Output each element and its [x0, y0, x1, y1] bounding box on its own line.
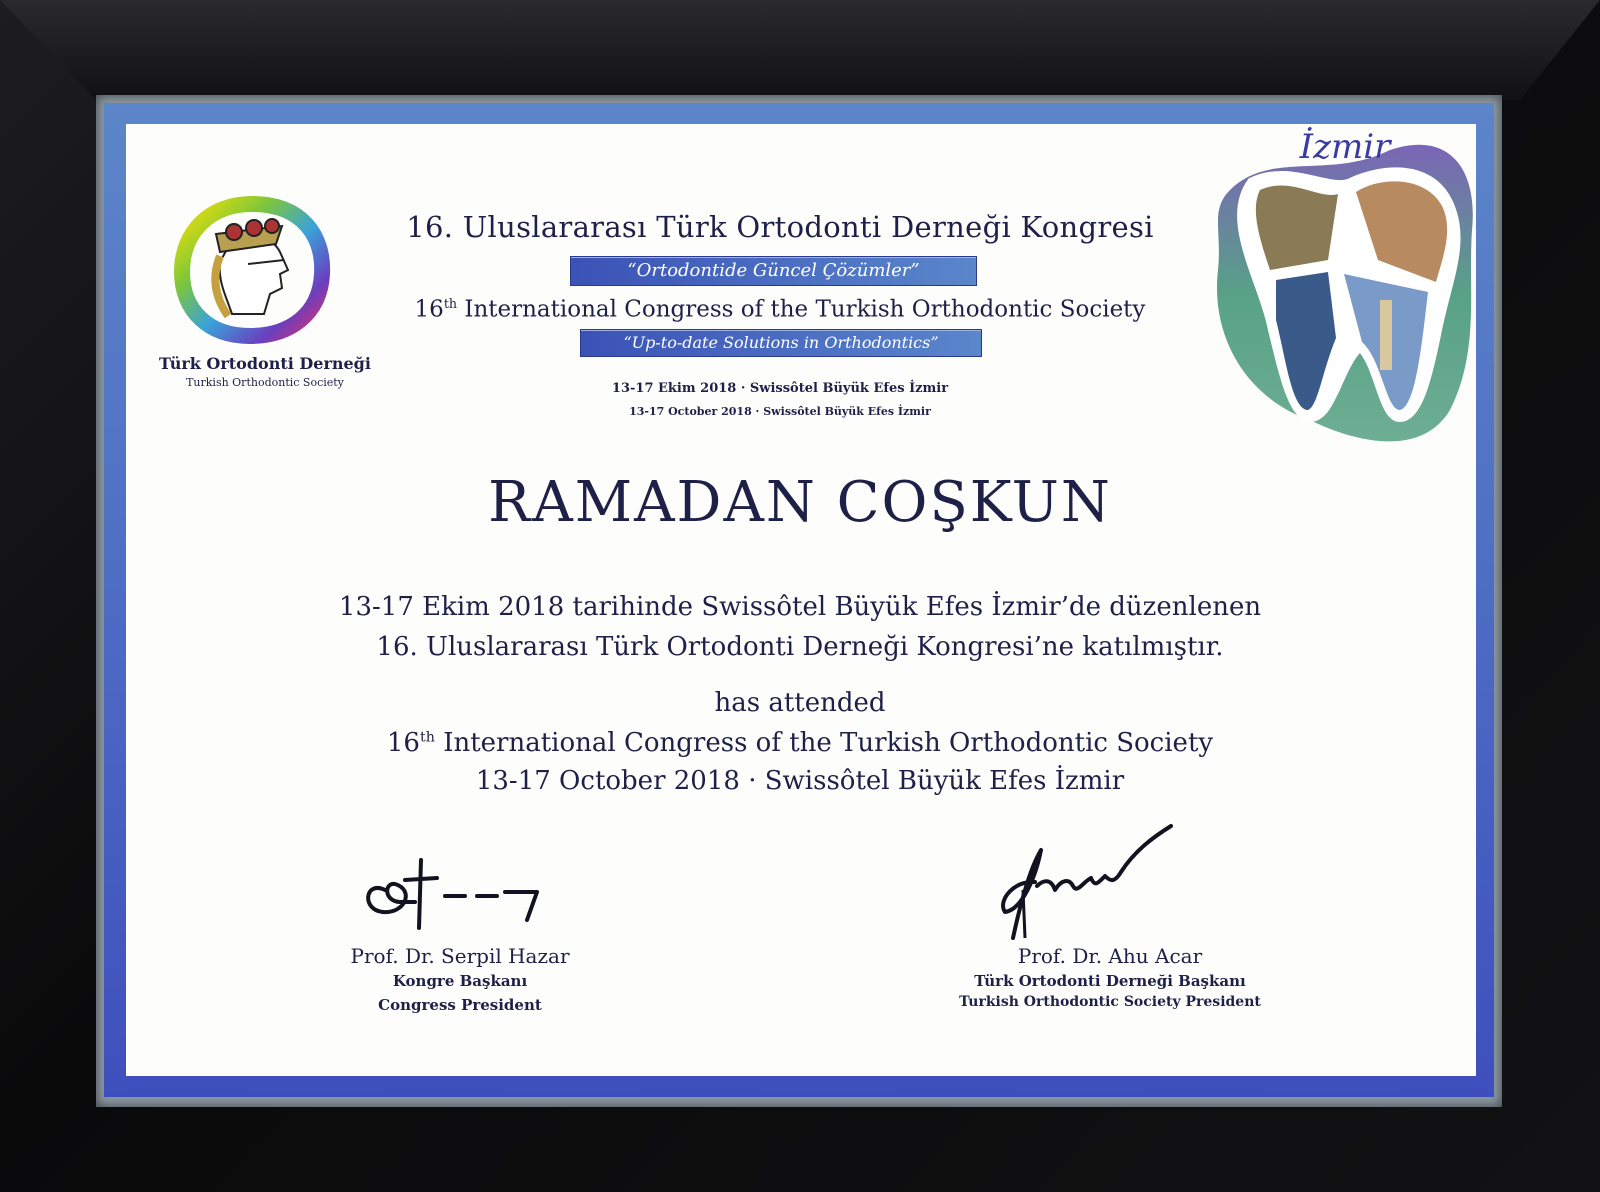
congress-title-tr: 16. Uluslararası Türk Ortodonti Derneği Kongresi: [406, 210, 1154, 244]
izmir-tooth-collage-icon: [1210, 110, 1480, 460]
izmir-logo-text: İzmir: [1299, 127, 1391, 167]
attendance-line-tr-2: 16. Uluslararası Türk Ortodonti Derneği Kongresi’ne katılmıştır.: [376, 632, 1224, 662]
signer-2-name: Prof. Dr. Ahu Acar: [1017, 944, 1203, 968]
motto-tr-ribbon: “Ortodontide Güncel Çözümler”: [570, 256, 977, 286]
frame-bevel: [0, 0, 1600, 100]
society-logo-icon: [172, 196, 332, 346]
recipient-name: RAMADAN COŞKUN: [488, 470, 1112, 535]
attendance-line-tr-1: 13-17 Ekim 2018 tarihinde Swissôtel Büyük Efes İzmir’de düzenlenen: [338, 592, 1262, 622]
congress-title-en: 16th International Congress of the Turkish Orthodontic Society: [414, 296, 1146, 323]
congress-date-en: 13-17 October 2018 · Swissôtel Büyük Efes İzmir: [629, 405, 931, 418]
society-name-tr: Türk Ortodonti Derneği: [159, 354, 371, 373]
attendance-line-en-1: has attended: [714, 688, 886, 718]
attendance-line-en-3: 13-17 October 2018 · Swissôtel Büyük Efes İzmir: [475, 766, 1125, 796]
signer-2-role-en: Turkish Orthodontic Society President: [959, 994, 1261, 1010]
motto-en-ribbon: “Up-to-date Solutions in Orthodontics”: [580, 329, 982, 357]
signer-1-role-tr: Kongre Başkanı: [392, 972, 528, 990]
attendance-line-en-2: 16th International Congress of the Turkish Orthodontic Society: [386, 728, 1214, 758]
signature-acar-icon: [995, 820, 1185, 945]
signer-1-name: Prof. Dr. Serpil Hazar: [350, 944, 570, 968]
signer-1-role-en: Congress President: [378, 996, 542, 1014]
congress-date-tr: 13-17 Ekim 2018 · Swissôtel Büyük Efes İzmir: [611, 381, 949, 396]
signature-hazar-icon: [355, 850, 555, 930]
signer-2-role-tr: Türk Ortodonti Derneği Başkanı: [974, 972, 1246, 990]
society-name-en: Turkish Orthodontic Society: [186, 376, 344, 389]
